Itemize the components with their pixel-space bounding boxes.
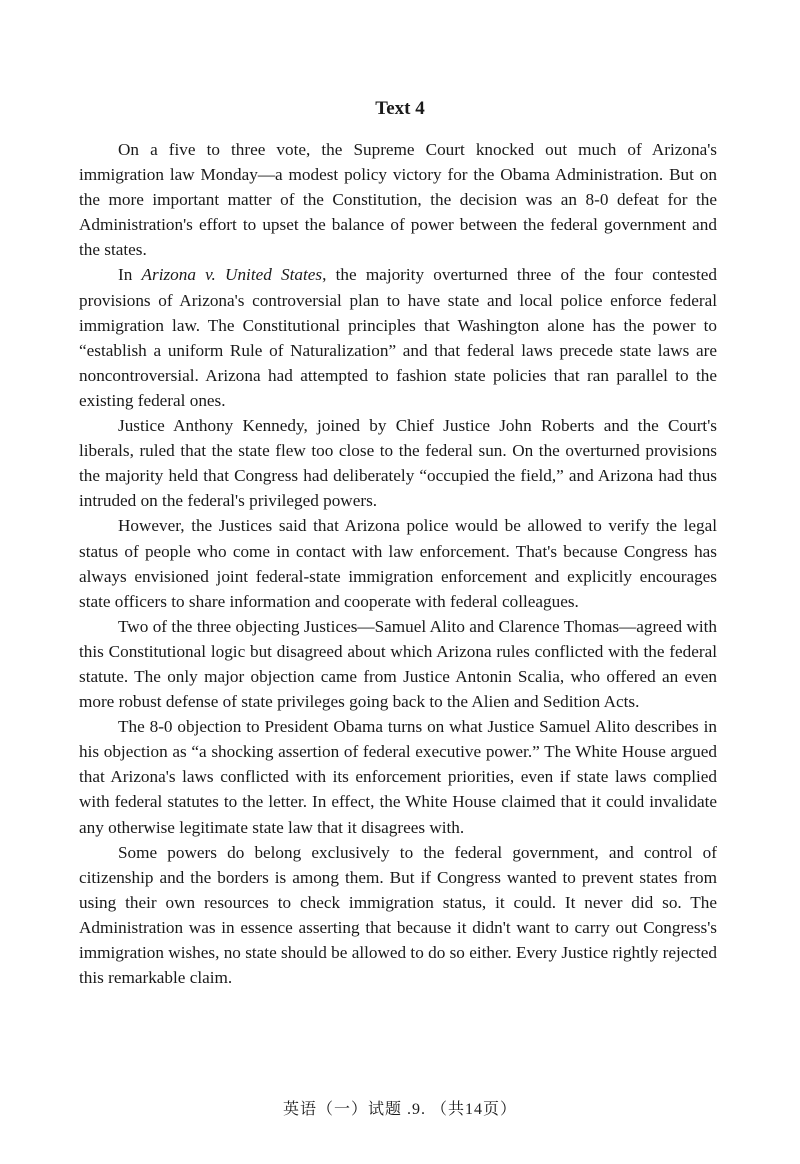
paragraph-2-text: , the majority overturned three of the four contested provisions of Arizona's controversial plan to have state and local police enforce federal immigration law. The Constitutional principles that Washington alone has the power to “establish a uniform Rule of Naturalization” and that federal laws precede state laws are noncontroversial. Arizona had attempted to fashion state policies that ran parallel to the existing federal ones. (79, 265, 717, 410)
page-footer: 英语（一）试题 .9. （共14页） (282, 1101, 517, 1118)
paragraph-7: Some powers do belong exclusively to the federal government, and control of citizenship and the borders is among them. But if Congress wanted to prevent states from using their own resources to check immigration status, it could. It never did so. The Administration was in essence asserting that because it didn't want to carry out Congress's immigration wishes, no state should be allowed to do so either. Every Justice rightly rejected this remarkable claim. (79, 842, 717, 988)
paragraph-1: On a five to three vote, the Supreme Court knocked out much of Arizona's immigration law Monday—a modest policy victory for the Obama Administration. But on the more important matter of the Constitution, the decision was an 8-0 defeat for the Administration's effort to upset the balance of power between the federal government and the states. (79, 140, 717, 260)
article-body (79, 137, 717, 990)
paragraph-2 (79, 262, 717, 413)
section-title: Text 4 (375, 98, 425, 119)
paragraph-3: Justice Anthony Kennedy, joined by Chief Justice John Roberts and the Court's liberals, ruled that the state flew too close to the federal sun. On the overturned provisions the majority held that Congress had deliberately “occupied the field,” and Arizona had thus intruded on the federal's privileged powers. (79, 416, 717, 511)
paragraph-4: However, the Justices said that Arizona police would be allowed to verify the legal status of people who come in contact with law enforcement. That's because Congress has always envisioned joint federal-state immigration enforcement and explicitly encourages state officers to share information and cooperate with federal colleagues. (79, 516, 717, 611)
paragraph-2-lead: In (118, 265, 142, 285)
paragraph-5: Two of the three objecting Justices—Samuel Alito and Clarence Thomas—agreed with this Constitutional logic but disagreed about which Arizona rules conflicted with the federal statute. The only major objection came from Justice Antonin Scalia, who offered an even more robust defense of state privileges going back to the Alien and Sedition Acts. (79, 616, 717, 712)
case-name: Arizona v. United States (141, 265, 323, 285)
paragraph-6: The 8-0 objection to President Obama turns on what Justice Samuel Alito describes in his objection as “a shocking assertion of federal executive power.” The White House argued that Arizona's laws conflicted with its enforcement priorities, even if state laws complied with federal statutes to the letter. In effect, the White House claimed that it could invalidate any otherwise legitimate state law that it disagrees with. (79, 717, 717, 837)
